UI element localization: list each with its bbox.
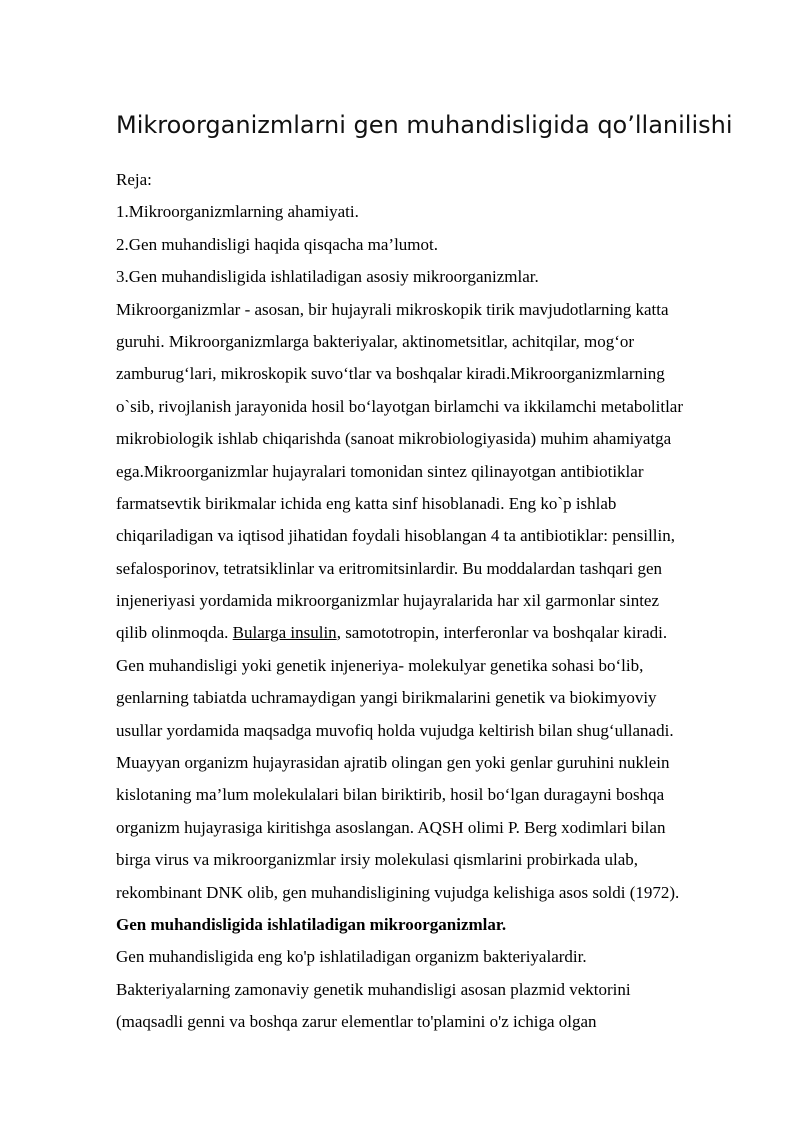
paragraph-line: organizm hujayrasiga kiritishga asoslangan. AQSH olimi P. Berg xodimlari bilan bbox=[116, 817, 666, 837]
insulin-line-before: qilib olinmoqda. bbox=[116, 623, 233, 643]
paragraph-line: ega.Mikroorganizmlar hujayralari tomonidan sintez qilinayotgan antibiotiklar bbox=[116, 461, 644, 481]
paragraph-line: rekombinant DNK olib, gen muhandisligining vujudga kelishiga asos soldi (1972). bbox=[116, 882, 680, 902]
section-heading: Gen muhandisligida ishlatiladigan mikroorganizmlar. bbox=[116, 914, 507, 934]
plan-item: 3.Gen muhandisligida ishlatiladigan asosiy mikroorganizmlar. bbox=[116, 267, 539, 287]
plan-heading: Reja: bbox=[116, 170, 152, 189]
paragraph-line: sefalosporinov, tetratsiklinlar va eritromitsinlardir. Bu moddalardan tashqari gen bbox=[116, 558, 663, 578]
plan-item: 2.Gen muhandisligi haqida qisqacha ma’lumot. bbox=[116, 234, 438, 254]
paragraph-line: (maqsadli genni va boshqa zarur elementlar to'plamini o'z ichiga olgan bbox=[116, 1012, 597, 1032]
insulin-line-after: , samototropin, interferonlar va boshqalar kiradi. bbox=[336, 623, 668, 643]
paragraph-line: Gen muhandisligida eng ko'p ishlatiladigan organizm bakteriyalardir. bbox=[116, 947, 587, 967]
paragraph-line: guruhi. Mikroorganizmlarga bakteriyalar, aktinometsitlar, achitqilar, mog‘or bbox=[116, 331, 635, 351]
paragraph-line: usullar yordamida maqsadga muvofiq holda vujudga keltirish bilan shug‘ullanadi. bbox=[116, 720, 674, 740]
paragraph-line: mikrobiologik ishlab chiqarishda (sanoat mikrobiologiyasida) muhim ahamiyatga bbox=[116, 429, 672, 449]
document-body bbox=[116, 164, 746, 1039]
insulin-line bbox=[116, 617, 746, 649]
paragraph-line: Mikroorganizmlar - asosan, bir hujayrali mikroskopik tirik mavjudotlarning katta bbox=[116, 299, 669, 319]
paragraph-line: farmatsevtik birikmalar ichida eng katta sinf hisoblanadi. Eng ko`p ishlab bbox=[116, 493, 617, 513]
paragraph-line: chiqariladigan va iqtisod jihatidan foydali hisoblangan 4 ta antibiotiklar: pensillin, bbox=[116, 526, 675, 546]
plan-item: 1.Mikroorganizmlarning ahamiyati. bbox=[116, 202, 359, 222]
paragraph-line: injeneriyasi yordamida mikroorganizmlar hujayralarida har xil garmonlar sintez bbox=[116, 591, 660, 611]
insulin-link[interactable]: Bularga insulin bbox=[232, 623, 337, 643]
paragraph-line: Gen muhandisligi yoki genetik injeneriya- molekulyar genetika sohasi bo‘lib, bbox=[116, 655, 644, 675]
paragraph-line: Muayyan organizm hujayrasidan ajratib olingan gen yoki genlar guruhini nuklein bbox=[116, 753, 670, 773]
paragraph-line: genlarning tabiatda uchramaydigan yangi birikmalarini genetik va biokimyoviy bbox=[116, 688, 657, 708]
document-title: Mikroorganizmlarni gen muhandisligida qo’llanilishi bbox=[116, 111, 733, 139]
paragraph-line: zamburug‘lari, mikroskopik suvo‘tlar va boshqalar kiradi.Mikroorganizmlarning bbox=[116, 364, 665, 384]
paragraph-line: Bakteriyalarning zamonaviy genetik muhandisligi asosan plazmid vektorini bbox=[116, 979, 631, 999]
paragraph-line: kislotaning ma’lum molekulalari bilan biriktirib, hosil bo‘lgan duragayni boshqa bbox=[116, 785, 665, 805]
paragraph-line: o`sib, rivojlanish jarayonida hosil bo‘layotgan birlamchi va ikkilamchi metabolitlar bbox=[116, 396, 684, 416]
paragraph-line: birga virus va mikroorganizmlar irsiy molekulasi qismlarini probirkada ulab, bbox=[116, 850, 639, 870]
